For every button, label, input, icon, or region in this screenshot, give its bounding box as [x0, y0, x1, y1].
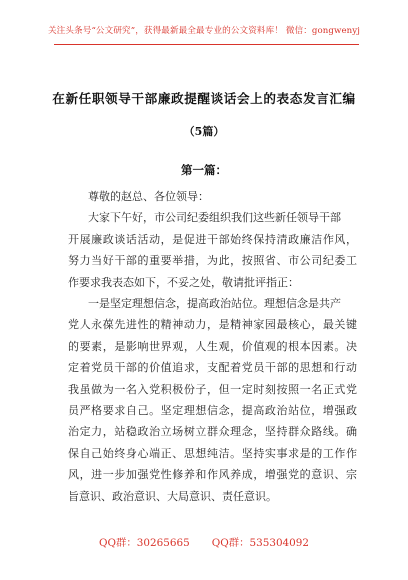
- footer-contact: [0, 534, 408, 549]
- body-line: 努力当好干部的重要举措，为此，按照省、市公司纪委工: [68, 254, 357, 268]
- body-line: 治定力，站稳政治立场树立群众理念，坚持群众路线。确: [68, 425, 357, 439]
- document-title: 在新任职领导干部廉政提醒谈话会上的表态发言汇编: [52, 91, 356, 106]
- body-line: 党人永葆先进性的精神动力，是精神家园最核心，最关键: [68, 318, 357, 332]
- footer-qq-group-2: QQ群：535304092: [211, 537, 310, 549]
- header-promo-note: 关注头条号“公文研究”，获得最新最全最专业的公文资料库！ 微信：gongwenyj: [47, 26, 361, 36]
- salutation-line: 尊敬的赵总、各位领导：: [88, 190, 209, 203]
- document-body: [68, 186, 357, 507]
- body-line: 定着党员干部的价值追求，支配着党员干部的思想和行动: [68, 361, 357, 375]
- section-heading: 第一篇：: [181, 163, 227, 177]
- body-line: 一是坚定理想信念，提高政治站位。理想信念是共产: [88, 297, 341, 311]
- body-line: 的要素，是影响世界观，人生观，价值观的根本因素。决: [68, 339, 357, 353]
- header-divider: [54, 44, 359, 45]
- body-line: 开展廉政谈话活动，是促进干部始终保持清政廉洁作风，: [68, 232, 357, 246]
- body-line: 我虽做为一名入党积极份子，但一定时刻按照一名正式党: [68, 382, 357, 396]
- body-line: 大家下午好，市公司纪委组织我们这些新任领导干部: [88, 211, 341, 225]
- footer-qq-group-1: QQ群：30265665: [98, 537, 190, 549]
- document-subtitle: （5篇）: [183, 125, 225, 138]
- body-line: 作要求我表态如下，不妥之处，敬请批评指正：: [68, 275, 299, 289]
- body-line: 风，进一步加强党性修养和作风养成，增强党的意识、宗: [68, 468, 357, 482]
- body-line: 旨意识、政治意识、大局意识、责任意识。: [68, 489, 277, 503]
- body-line: 员严格要求自己。坚定理想信念，提高政治站位，增强政: [68, 404, 357, 418]
- body-line: 保自己始终身心端正、思想纯洁。坚持实事求是的工作作: [68, 446, 357, 460]
